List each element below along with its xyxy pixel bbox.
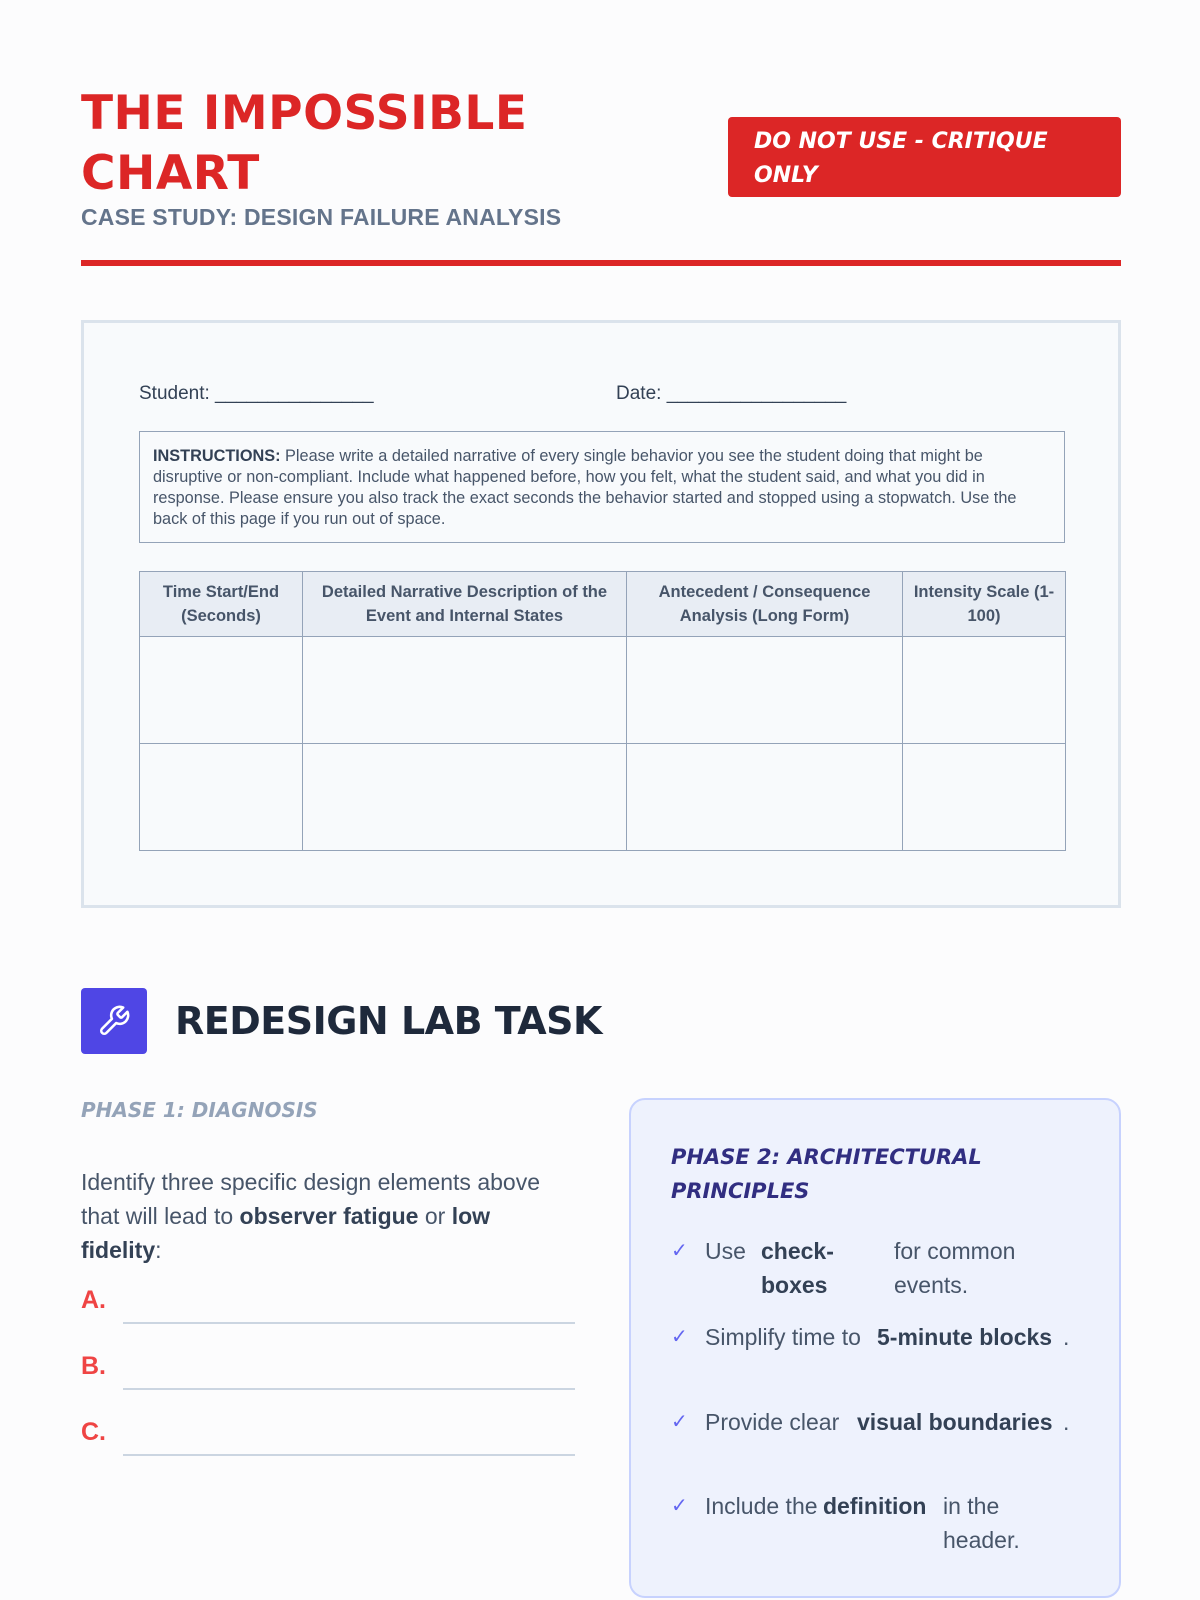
answer-line-b[interactable] xyxy=(81,1352,575,1392)
check-icon: ✓ xyxy=(671,1411,688,1433)
principle-text: Use xyxy=(705,1238,746,1264)
page-title: THE IMPOSSIBLE CHART xyxy=(81,86,528,201)
check-icon: ✓ xyxy=(671,1495,688,1517)
answer-letter: B. xyxy=(81,1352,106,1380)
principle-item xyxy=(671,1489,1043,1557)
principle-text: Include the xyxy=(705,1493,818,1519)
principle-text: for common events. xyxy=(894,1238,1016,1298)
date-field[interactable]: Date: _________________ xyxy=(616,383,847,404)
behavior-log-table xyxy=(139,571,1066,851)
principle-emphasis: check-boxes xyxy=(761,1238,834,1298)
table-cell[interactable] xyxy=(140,637,303,744)
instructions-box xyxy=(139,431,1065,543)
answer-line-c[interactable] xyxy=(81,1418,575,1458)
page-subtitle: CASE STUDY: DESIGN FAILURE ANALYSIS xyxy=(81,204,562,230)
principle-text: Provide clear xyxy=(705,1409,840,1435)
table-cell[interactable] xyxy=(303,637,627,744)
phase2-title: PHASE 2: ARCHITECTURAL PRINCIPLES xyxy=(671,1145,982,1203)
table-cell[interactable] xyxy=(303,744,627,851)
observation-form-card xyxy=(81,320,1121,908)
prompt-emphasis: low fidelity xyxy=(81,1203,491,1263)
warning-badge: DO NOT USE - CRITIQUE ONLY xyxy=(728,117,1121,197)
phase2-panel xyxy=(629,1098,1121,1598)
answer-letter: C. xyxy=(81,1418,106,1446)
answer-letter: A. xyxy=(81,1286,106,1314)
prompt-text: : xyxy=(155,1237,162,1263)
principle-text: . xyxy=(1063,1409,1070,1435)
table-cell[interactable] xyxy=(627,744,903,851)
wrench-icon xyxy=(81,988,147,1054)
principle-text: . xyxy=(1063,1324,1070,1350)
prompt-text: Identify three specific design elements above that will lead to xyxy=(81,1169,540,1229)
answer-underline xyxy=(123,1322,575,1324)
table-cell[interactable] xyxy=(627,637,903,744)
phase1-title: PHASE 1: DIAGNOSIS xyxy=(81,1098,318,1122)
check-icon: ✓ xyxy=(671,1240,688,1262)
phase1-prompt xyxy=(81,1165,561,1267)
principle-text: Simplify time to xyxy=(705,1324,861,1350)
principle-item xyxy=(671,1320,1075,1354)
table-row xyxy=(140,637,1066,744)
table-row xyxy=(140,744,1066,851)
prompt-emphasis: observer fatigue xyxy=(239,1203,419,1229)
answer-underline xyxy=(123,1388,575,1390)
column-header: Antecedent / Consequence Analysis (Long Form) xyxy=(627,572,903,637)
table-cell[interactable] xyxy=(903,637,1066,744)
principle-emphasis: visual boundaries xyxy=(857,1409,1053,1435)
column-header: Time Start/End (Seconds) xyxy=(140,572,303,637)
column-header: Detailed Narrative Description of the Event and Internal States xyxy=(303,572,627,637)
table-cell[interactable] xyxy=(140,744,303,851)
instructions-text: Please write a detailed narrative of every single behavior you see the student doing that might be disruptive or non-compliant. Include what happened before, how you felt, what the student said, and what you did in response. Please ensure you also track the exact seconds the behavior started and stopped using a stopwatch. Use the back of this page if you run out of space. xyxy=(153,447,1017,528)
answer-underline xyxy=(123,1454,575,1456)
answer-line-a[interactable] xyxy=(81,1286,575,1326)
principle-emphasis: definition xyxy=(823,1493,927,1519)
table-cell[interactable] xyxy=(903,744,1066,851)
header-divider xyxy=(81,260,1121,266)
principle-item xyxy=(671,1405,1075,1439)
check-icon: ✓ xyxy=(671,1326,688,1348)
principle-emphasis: 5-minute blocks xyxy=(877,1324,1053,1350)
principle-text: in the header. xyxy=(943,1493,1020,1553)
lab-section-title: REDESIGN LAB TASK xyxy=(175,999,602,1043)
instructions-lead: INSTRUCTIONS: xyxy=(153,447,281,465)
prompt-text: or xyxy=(418,1203,452,1229)
principle-item xyxy=(671,1234,1044,1302)
column-header: Intensity Scale (1-100) xyxy=(903,572,1066,637)
student-field[interactable]: Student: _______________ xyxy=(139,383,374,404)
table-header-row xyxy=(140,572,1066,637)
